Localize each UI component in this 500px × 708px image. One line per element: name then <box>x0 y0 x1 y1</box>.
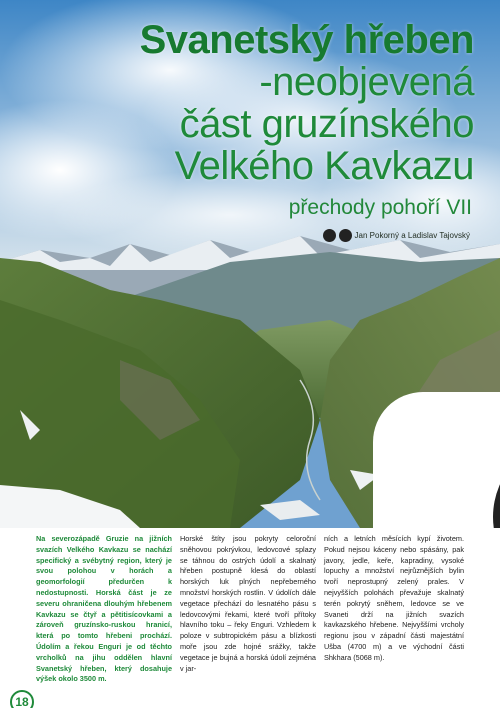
camera-icon <box>339 229 352 242</box>
title-line-2: -neobjevená <box>259 60 474 104</box>
article-body <box>0 534 500 684</box>
lead-paragraph: Na severozápadě Gruzie na jižních svazích Velkého Kavkazu se nachází specifický a svébytný region, který je svou polohou v horách a geomorfologií předurčen k nedostupnosti. Horská část je ze severu ohraničena dlouhým hřebenem Kavkazu se čtyř a pětitisícovkami a zároveň gruzínsko-ruskou hranicí, která po tomto hřebeni prochází. Údolím a řekou Enguri je od těchto vrcholků na jihu oddělen hlavní Svanetský hřeben, který dosahuje výšek okolo 3500 m. <box>36 534 172 684</box>
title-line-1: Svanetský hřeben <box>139 18 474 62</box>
title-line-3: část gruzínského <box>179 102 474 146</box>
byline <box>323 228 470 242</box>
body-column-3: ních a letních měsících kypí životem. Pokud nejsou káceny nebo spásány, pak javory, jedle, keře, kapradiny, vysoké lopuchy a množství nejrůznějších bylin tvoří neprostupný zelený prales. V nejvyšších polohách převažuje skalnatý terén pokrytý sněhem, ledovce se ve Svaneti drží na jižních svazích kavkazského hřebene. Nejvyššími vrcholy regionu jsou v západní části majestátní Ušba (4700 m) a ve východní části Shkhara (5068 m). <box>324 534 464 662</box>
title-line-4: Velkého Kavkazu <box>174 144 474 188</box>
page-number: 18 <box>10 690 34 708</box>
body-column-2: Horské štíty jsou pokryty celoroční sněhovou pokrývkou, ledovcové splazy se táhnou do ostrých údolí a skalnatý hřeben postupně klesá do oblastí horských luk plných nepřeberného množství horských rostlin. V údolích dále vegetace přechází do lesnatého pásu s ledovcovými řekami, které tvoří přítoky hlavního toku – řeky Enguri. Vzhledem k poloze v subtropickém pásu a blízkosti moře jsou zde hojné srážky, takže vegetace je bujná a horská údolí zejména v jar- <box>180 534 316 673</box>
article-subtitle: přechody pohoří VII <box>288 196 472 219</box>
authors: Jan Pokorný a Ladislav Tajovský <box>354 230 470 240</box>
